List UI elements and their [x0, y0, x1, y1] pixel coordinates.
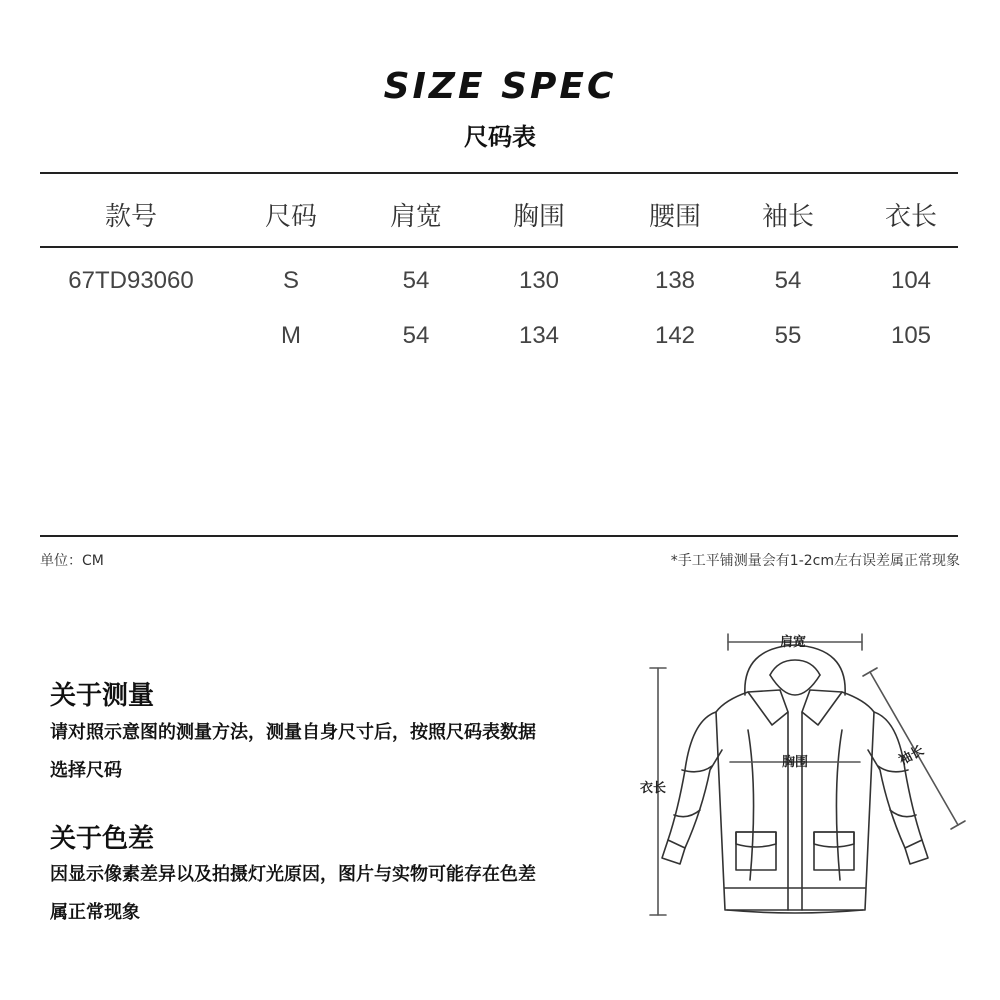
column-header-length: 衣长	[884, 202, 937, 232]
cell-length: 105	[890, 322, 932, 349]
size-chart-title: 尺码表	[464, 123, 536, 151]
measurement-line-2: 选择尺码	[50, 760, 122, 781]
column-header-chest: 胸围	[512, 202, 565, 232]
cell-waist: 142	[654, 322, 696, 349]
color-section-body	[50, 856, 620, 932]
diagram-label-length: 衣长	[640, 781, 667, 796]
cell-style-no: 67TD93060	[68, 267, 194, 294]
column-header-waist: 腰围	[648, 202, 701, 232]
diagram-label-sleeve: 袖长	[896, 743, 927, 769]
cell-sleeve: 55	[774, 322, 802, 349]
color-section-title: 关于色差	[50, 824, 155, 854]
column-header-style-no: 款号	[104, 202, 157, 232]
cell-chest: 130	[518, 267, 560, 294]
measurement-line-1: 请对照示意图的测量方法，测量自身尺寸后，按照尺码表数据	[50, 722, 536, 743]
cell-chest: 134	[518, 322, 560, 349]
cell-shoulder: 54	[402, 267, 430, 294]
jacket-measurement-diagram	[630, 620, 970, 930]
cell-size: S	[282, 267, 299, 294]
cell-size: M	[281, 322, 301, 349]
unit-note: 单位：CM	[40, 553, 104, 569]
cell-waist: 138	[654, 267, 696, 294]
table-header-rule	[40, 246, 958, 248]
color-line-2: 属正常现象	[50, 902, 140, 923]
color-line-1: 因显示像素差异以及拍摄灯光原因，图片与实物可能存在色差	[50, 864, 536, 885]
cell-sleeve: 54	[774, 267, 802, 294]
tolerance-note: *手工平铺测量会有1-2cm左右误差属正常现象	[670, 553, 960, 569]
size-spec-title: SIZE SPEC	[383, 66, 617, 107]
diagram-label-chest: 胸围	[782, 755, 809, 770]
measurement-section-title: 关于测量	[50, 681, 155, 711]
cell-length: 104	[890, 267, 932, 294]
table-bottom-rule	[40, 535, 958, 537]
column-header-size: 尺码	[264, 202, 317, 232]
diagram-label-shoulder: 肩宽	[780, 635, 807, 650]
cell-shoulder: 54	[402, 322, 430, 349]
column-header-sleeve: 袖长	[761, 202, 814, 232]
column-header-shoulder: 肩宽	[389, 202, 442, 232]
table-top-rule	[40, 172, 958, 174]
measurement-section-body	[50, 714, 620, 790]
